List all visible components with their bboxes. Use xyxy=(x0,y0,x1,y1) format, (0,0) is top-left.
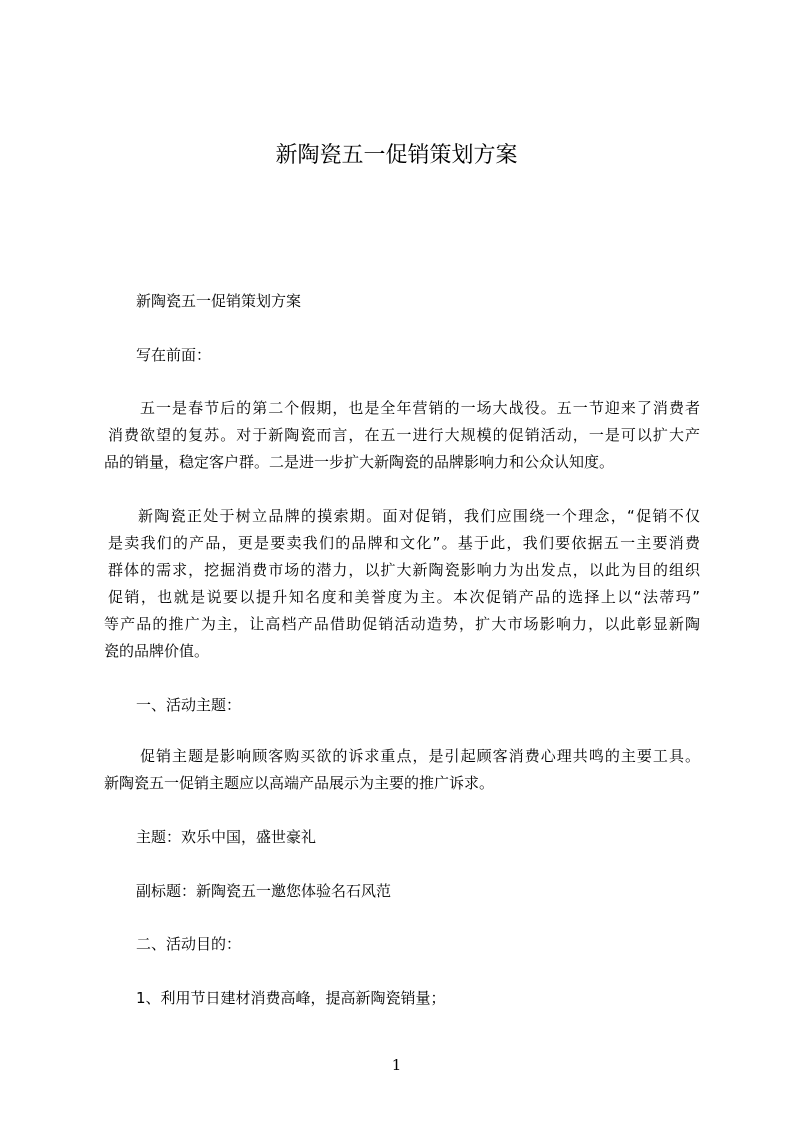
paragraph-line: 群体的需求，挖掘消费市场的潜力，以扩大新陶瓷影响力为出发点，以此为目的组织 xyxy=(108,561,700,579)
paragraph-line: 是卖我们的产品，更是要卖我们的品牌和文化”。基于此，我们要依据五一主要消费 xyxy=(108,534,700,552)
section-heading-goal: 二、活动目的： xyxy=(136,935,242,953)
page-number: 1 xyxy=(391,1056,402,1074)
paragraph-line: 五一是春节后的第二个假期，也是全年营销的一场大战役。五一节迎来了消费者 xyxy=(140,399,700,417)
paragraph-line: 瓷的品牌价值。 xyxy=(104,642,210,660)
paragraph-line: 新陶瓷正处于树立品牌的摸索期。面对促销，我们应围绕一个理念，“促销不仅 xyxy=(138,507,700,525)
subtitle-line: 副标题：新陶瓷五一邀您体验名石风范 xyxy=(136,882,392,900)
paragraph-line: 等产品的推广为主，让高档产品借助促销活动造势，扩大市场影响力，以此彰显新陶 xyxy=(104,615,700,633)
paragraph-line: 品的销量，稳定客户群。二是进一步扩大新陶瓷的品牌影响力和公众认知度。 xyxy=(104,453,615,471)
paragraph-line: 新陶瓷五一促销主题应以高端产品展示为主要的推广诉求。 xyxy=(104,774,495,792)
document-title: 新陶瓷五一促销策划方案 xyxy=(275,143,518,168)
theme-line: 主题：欢乐中国，盛世豪礼 xyxy=(136,828,317,846)
paragraph-line: 消费欲望的复苏。对于新陶瓷而言，在五一进行大规模的促销活动，一是可以扩大产 xyxy=(108,426,700,444)
paragraph-line: 促销，也就是说要以提升知名度和美誉度为主。本次促销产品的选择上以“法蒂玛” xyxy=(108,588,700,606)
section-heading-theme: 一、活动主题： xyxy=(136,696,242,714)
list-item: 1、利用节日建材消费高峰，提高新陶瓷销量； xyxy=(136,989,446,1007)
intro-heading: 新陶瓷五一促销策划方案 xyxy=(136,292,302,310)
preface-heading: 写在前面： xyxy=(136,346,212,364)
paragraph-line: 促销主题是影响顾客购买欲的诉求重点，是引起顾客消费心理共鸣的主要工具。 xyxy=(140,747,700,765)
